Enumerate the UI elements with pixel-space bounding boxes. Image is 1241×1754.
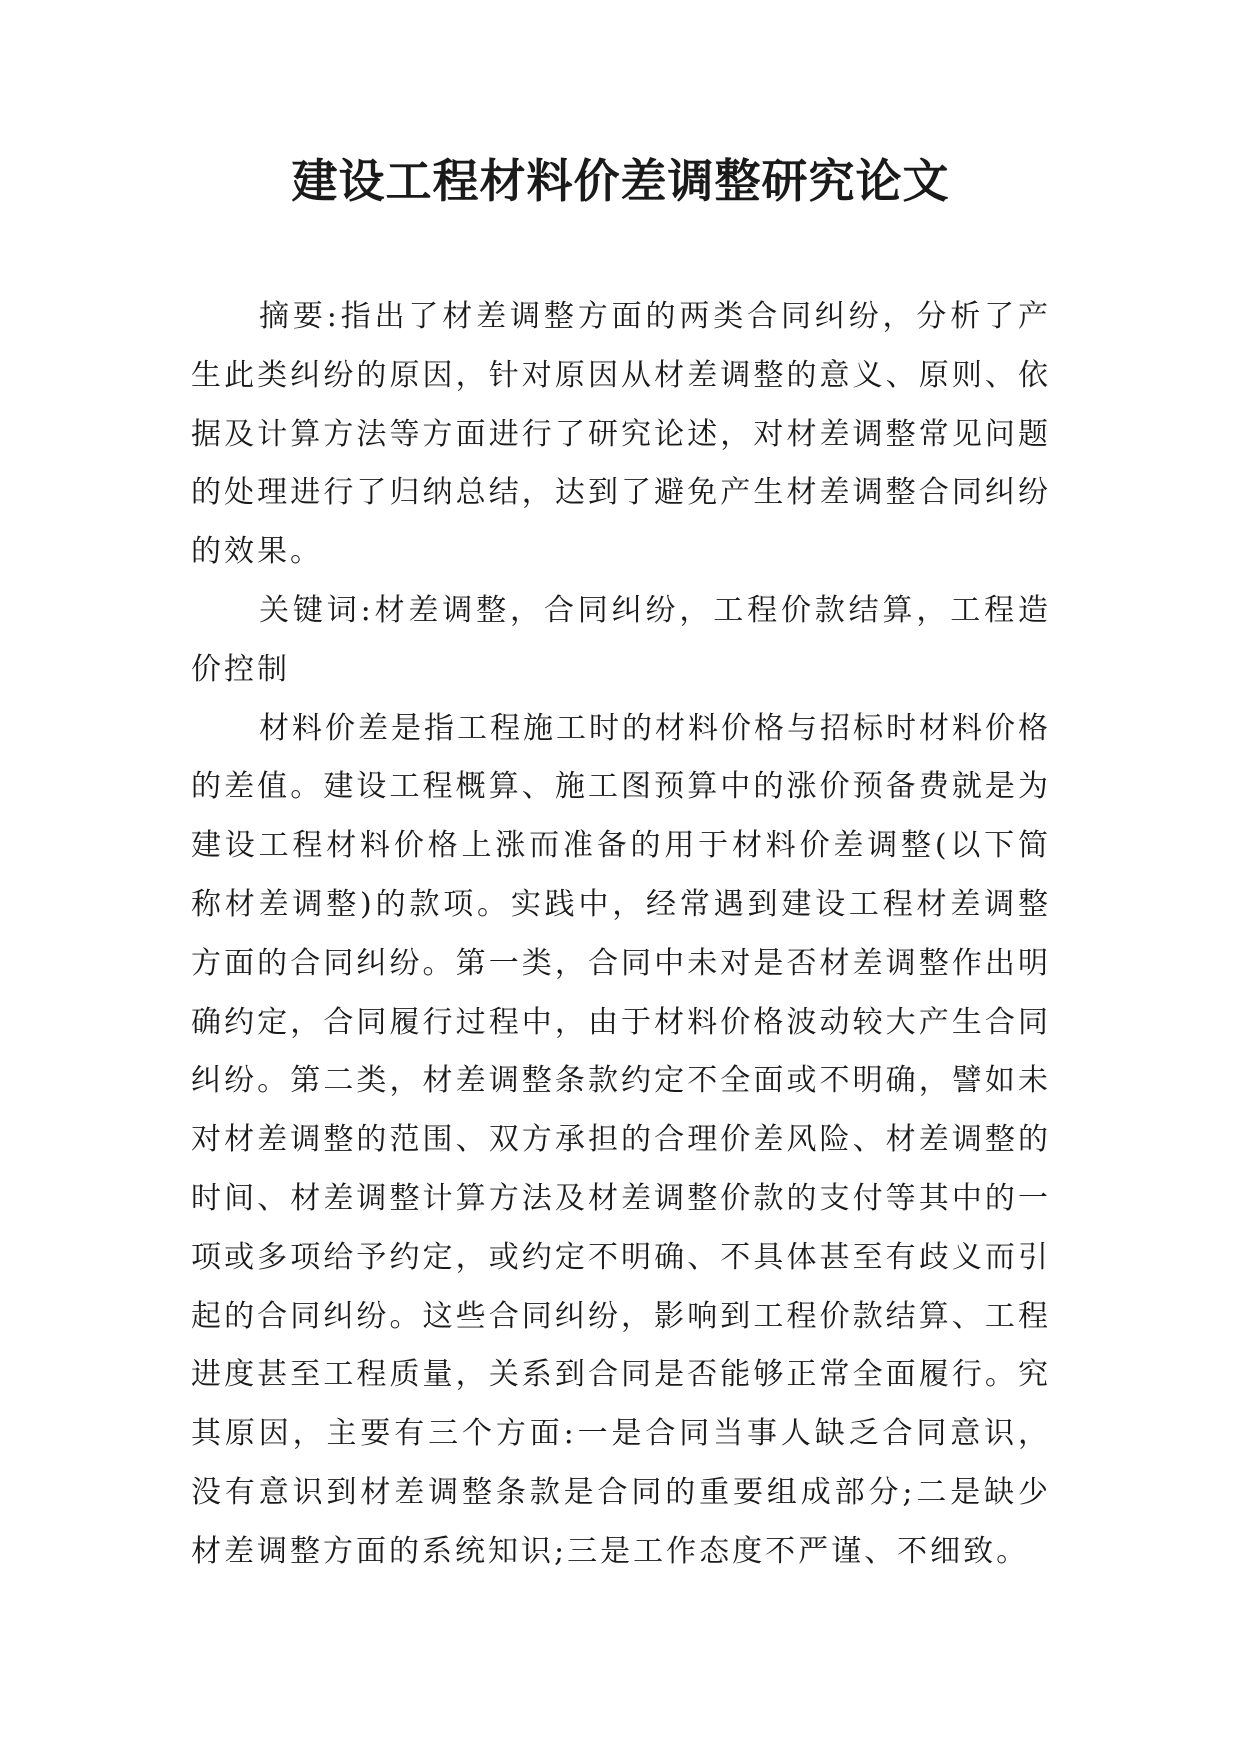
keywords-paragraph: 关键词:材差调整，合同纠纷，工程价款结算，工程造价控制 <box>191 592 1051 687</box>
body-paragraph: 材料价差是指工程施工时的材料价格与招标时材料价格的差值。建设工程概算、施工图预算中的涨价预备费就是为建设工程材料价格上涨而准备的用于材料价差调整(以下简称材差调整)的款项。实践中，经常遇到建设工程材差调整方面的合同纠纷。第一类，合同中未对是否材差调整作出明确约定，合同履行过程中，由于材料价格波动较大产生合同纠纷。第二类，材差调整条款约定不全面或不明确，譬如未对材差调整的范围、双方承担的合理价差风险、材差调整的时间、材差调整计算方法及材差调整价款的支付等其中的一项或多项给予约定，或约定不明确、不具体甚至有歧义而引起的合同纠纷。这些合同纠纷，影响到工程价款结算、工程进度甚至工程质量，关系到合同是否能够正常全面履行。究其原因，主要有三个方面:一是合同当事人缺乏合同意识，没有意识到材差调整条款是合同的重要组成部分;二是缺少材差调整方面的系统知识;三是工作态度不严谨、不细致。 <box>191 710 1051 1569</box>
document-title: 建设工程材料价差调整研究论文 <box>291 154 950 208</box>
abstract-paragraph: 摘要:指出了材差调整方面的两类合同纠纷，分析了产生此类纠纷的原因，针对原因从材差调整的意义、原则、依据及计算方法等方面进行了研究论述，对材差调整常见问题的处理进行了归纳总结，达到了避免产生材差调整合同纠纷的效果。 <box>191 299 1051 570</box>
document-body <box>191 288 1051 1582</box>
